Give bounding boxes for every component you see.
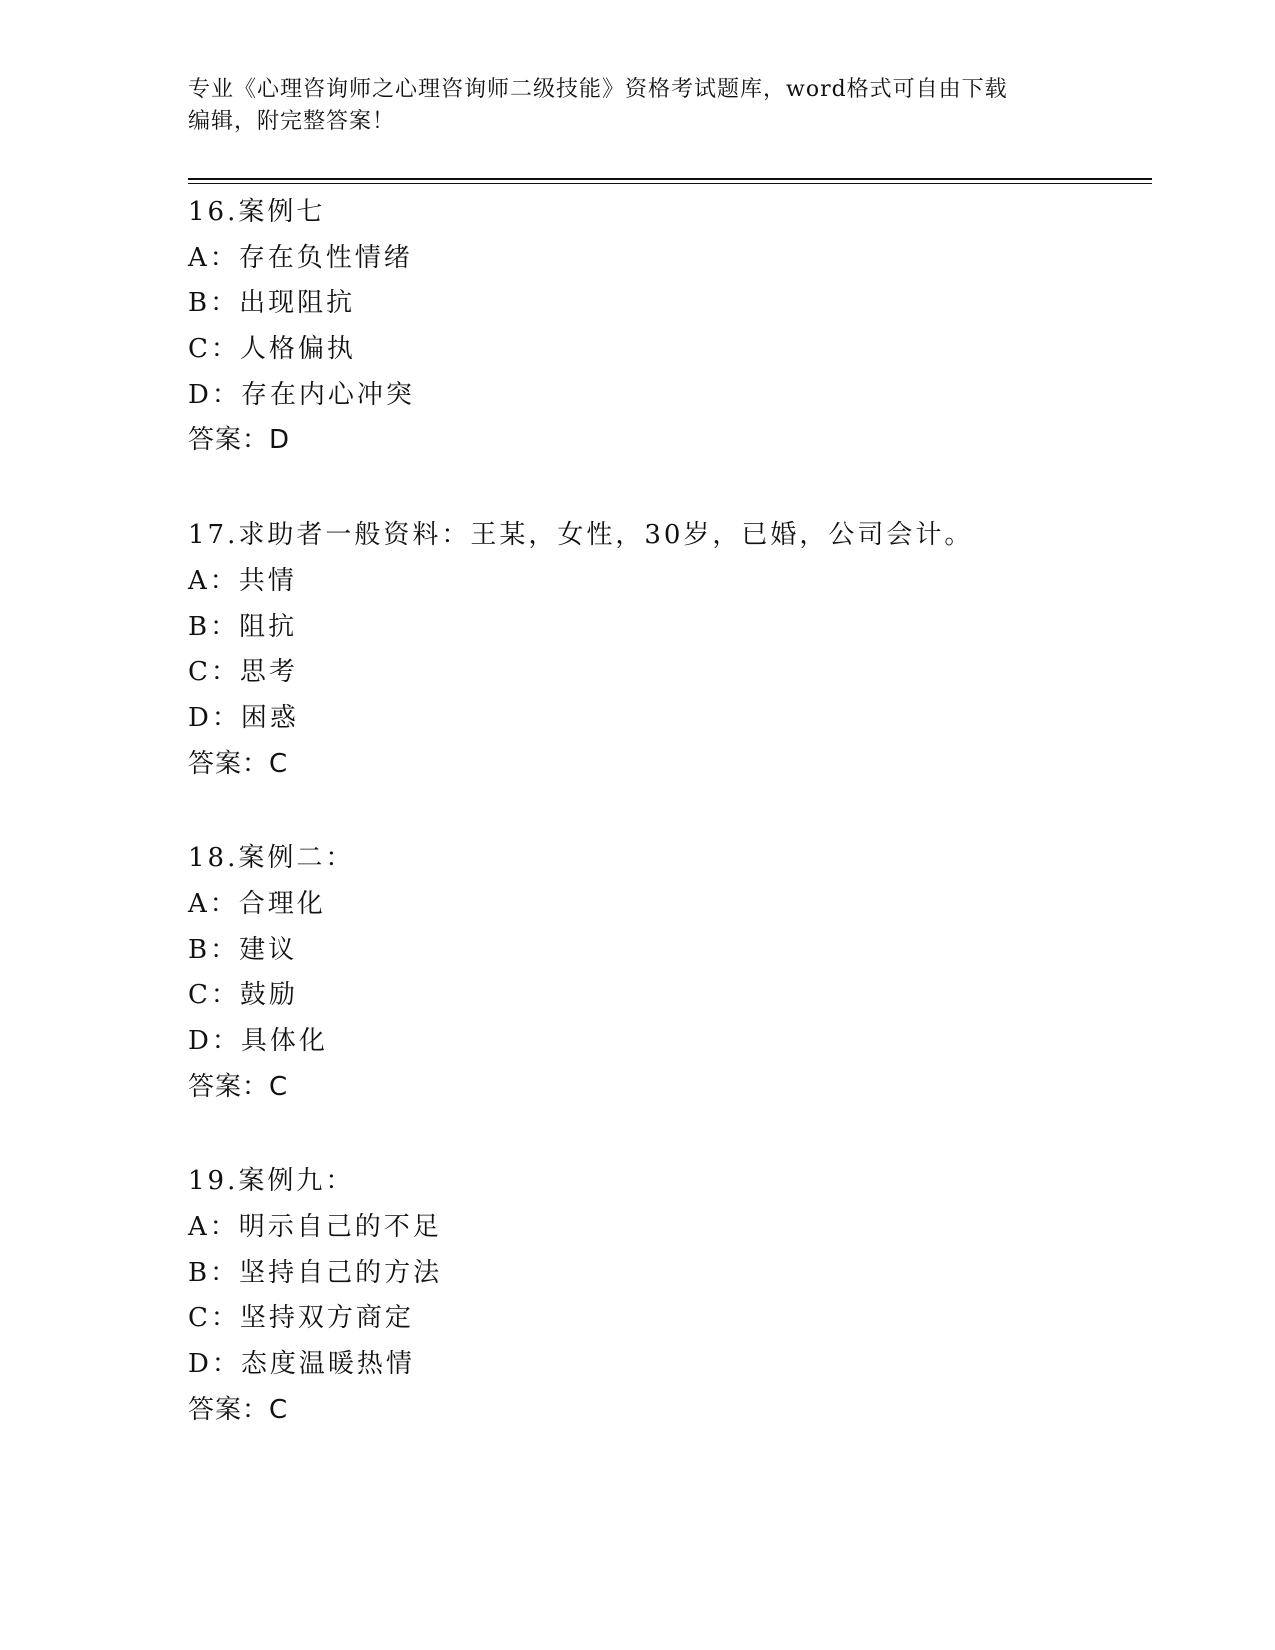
answer: 答案：C <box>188 1071 289 1102</box>
option-a: A：合理化 <box>188 888 326 919</box>
option-c: C：人格偏执 <box>188 334 356 365</box>
option-b: B：坚持自己的方法 <box>188 1257 443 1288</box>
option-b: B：建议 <box>188 934 298 965</box>
option-d: D：困惑 <box>188 702 299 733</box>
header-line-2: 编辑，附完整答案！ <box>188 109 396 134</box>
option-d: D：存在内心冲突 <box>188 379 415 410</box>
option-c: C：鼓励 <box>188 980 298 1011</box>
document-header <box>188 74 1088 138</box>
answer: 答案：C <box>188 1394 289 1425</box>
option-c: C：坚持双方商定 <box>188 1303 414 1334</box>
answer: 答案：D <box>188 425 291 456</box>
option-d: D：具体化 <box>188 1026 328 1056</box>
option-c: C：思考 <box>188 657 298 688</box>
option-a: A：存在负性情绪 <box>188 242 413 273</box>
option-a: A：共情 <box>188 565 297 596</box>
question-16 <box>188 190 1152 464</box>
question-list <box>188 190 1152 1483</box>
question-stem: 17.求助者一般资料：王某，女性，30岁，已婚，公司会计。 <box>188 520 974 551</box>
question-17 <box>188 513 1152 787</box>
question-19 <box>188 1159 1152 1433</box>
option-b: B：阻抗 <box>188 611 298 642</box>
option-b: B：出现阻抗 <box>188 288 356 319</box>
question-stem: 16.案例七 <box>188 197 326 227</box>
answer: 答案：C <box>188 748 289 779</box>
header-divider-thick <box>188 178 1152 180</box>
question-18 <box>188 836 1152 1110</box>
header-divider-thin <box>188 183 1152 184</box>
option-a: A：明示自己的不足 <box>188 1212 442 1243</box>
header-line-1: 专业《心理咨询师之心理咨询师二级技能》资格考试题库，word格式可自由下载 <box>188 77 1008 102</box>
option-d: D：态度温暖热情 <box>188 1349 415 1380</box>
question-stem: 19.案例九： <box>188 1166 355 1197</box>
question-stem: 18.案例二： <box>188 843 355 874</box>
